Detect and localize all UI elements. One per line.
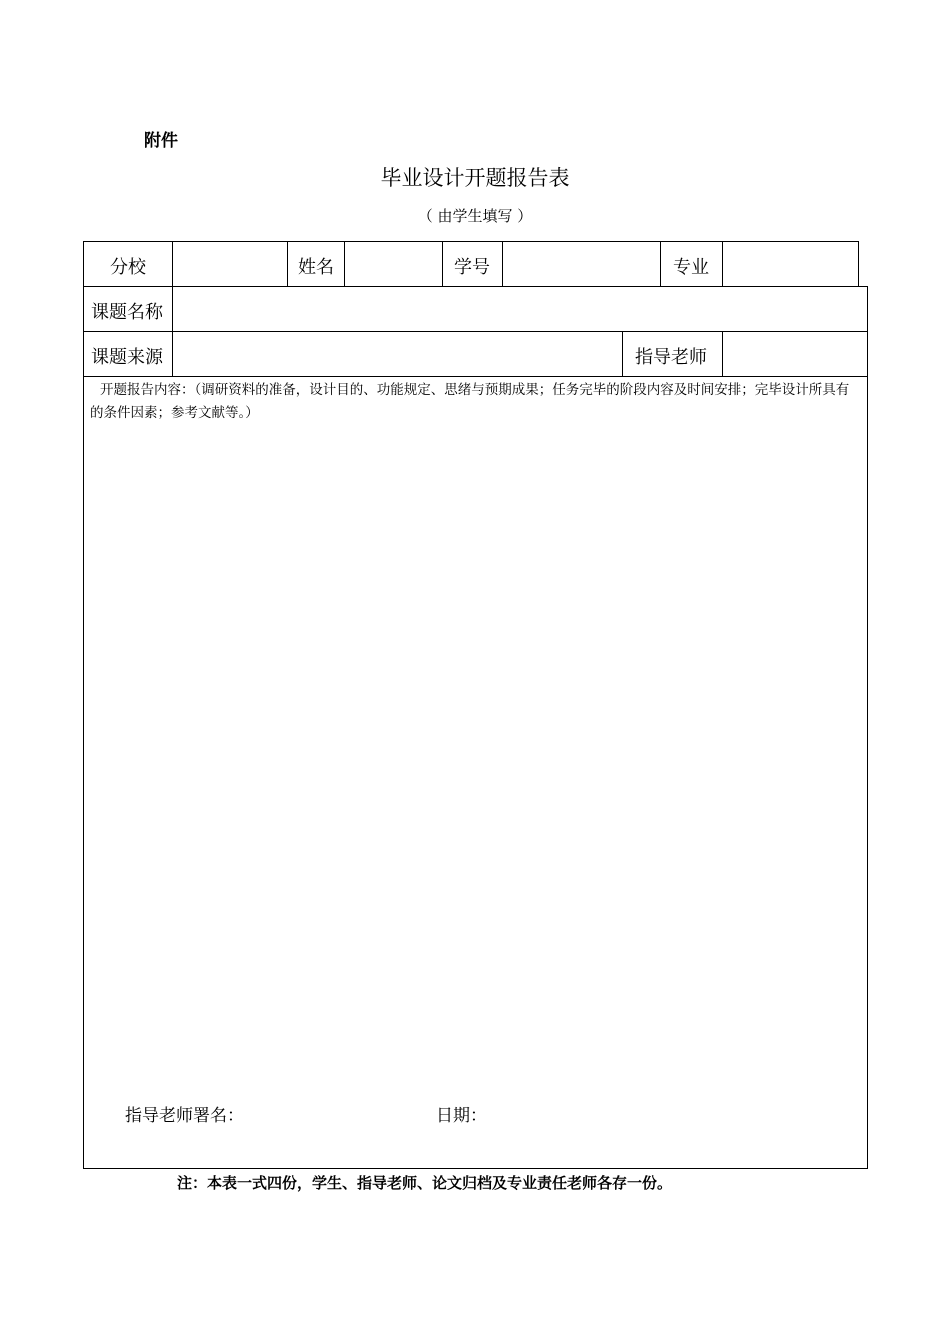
page-title: 毕业设计开题报告表 [380,166,570,190]
topic-name-field[interactable] [172,286,868,332]
advisor-signature-label: 指导老师署名： [125,1106,244,1126]
topic-source-label: 课题来源 [91,347,163,368]
student-id-label: 学号 [454,257,490,278]
report-content-instructions: 开题报告内容：（调研资料的准备，设计目的、功能规定、思绪与预期成果；任务完毕的阶段内容及时间安排；完毕设计所具有的条件因素；参考文献等。） [90,382,850,421]
topic-source-field[interactable] [172,331,623,377]
page-subtitle: （ 由学生填写 ） [417,207,533,225]
attachment-label: 附件 [144,131,178,151]
footer-note: 注：本表一式四份，学生、指导老师、论文归档及专业责任老师各存一份。 [177,1174,673,1192]
branch-label: 分校 [110,257,146,278]
date-label: 日期： [436,1106,487,1126]
topic-name-label: 课题名称 [91,302,163,323]
name-label: 姓名 [298,257,334,278]
advisor-label: 指导老师 [635,347,707,368]
student-id-field[interactable] [502,241,661,287]
major-field[interactable] [722,241,859,287]
report-content-area[interactable] [83,376,868,1169]
branch-field[interactable] [172,241,288,287]
major-label: 专业 [673,257,709,278]
name-field[interactable] [344,241,443,287]
advisor-field[interactable] [722,331,868,377]
